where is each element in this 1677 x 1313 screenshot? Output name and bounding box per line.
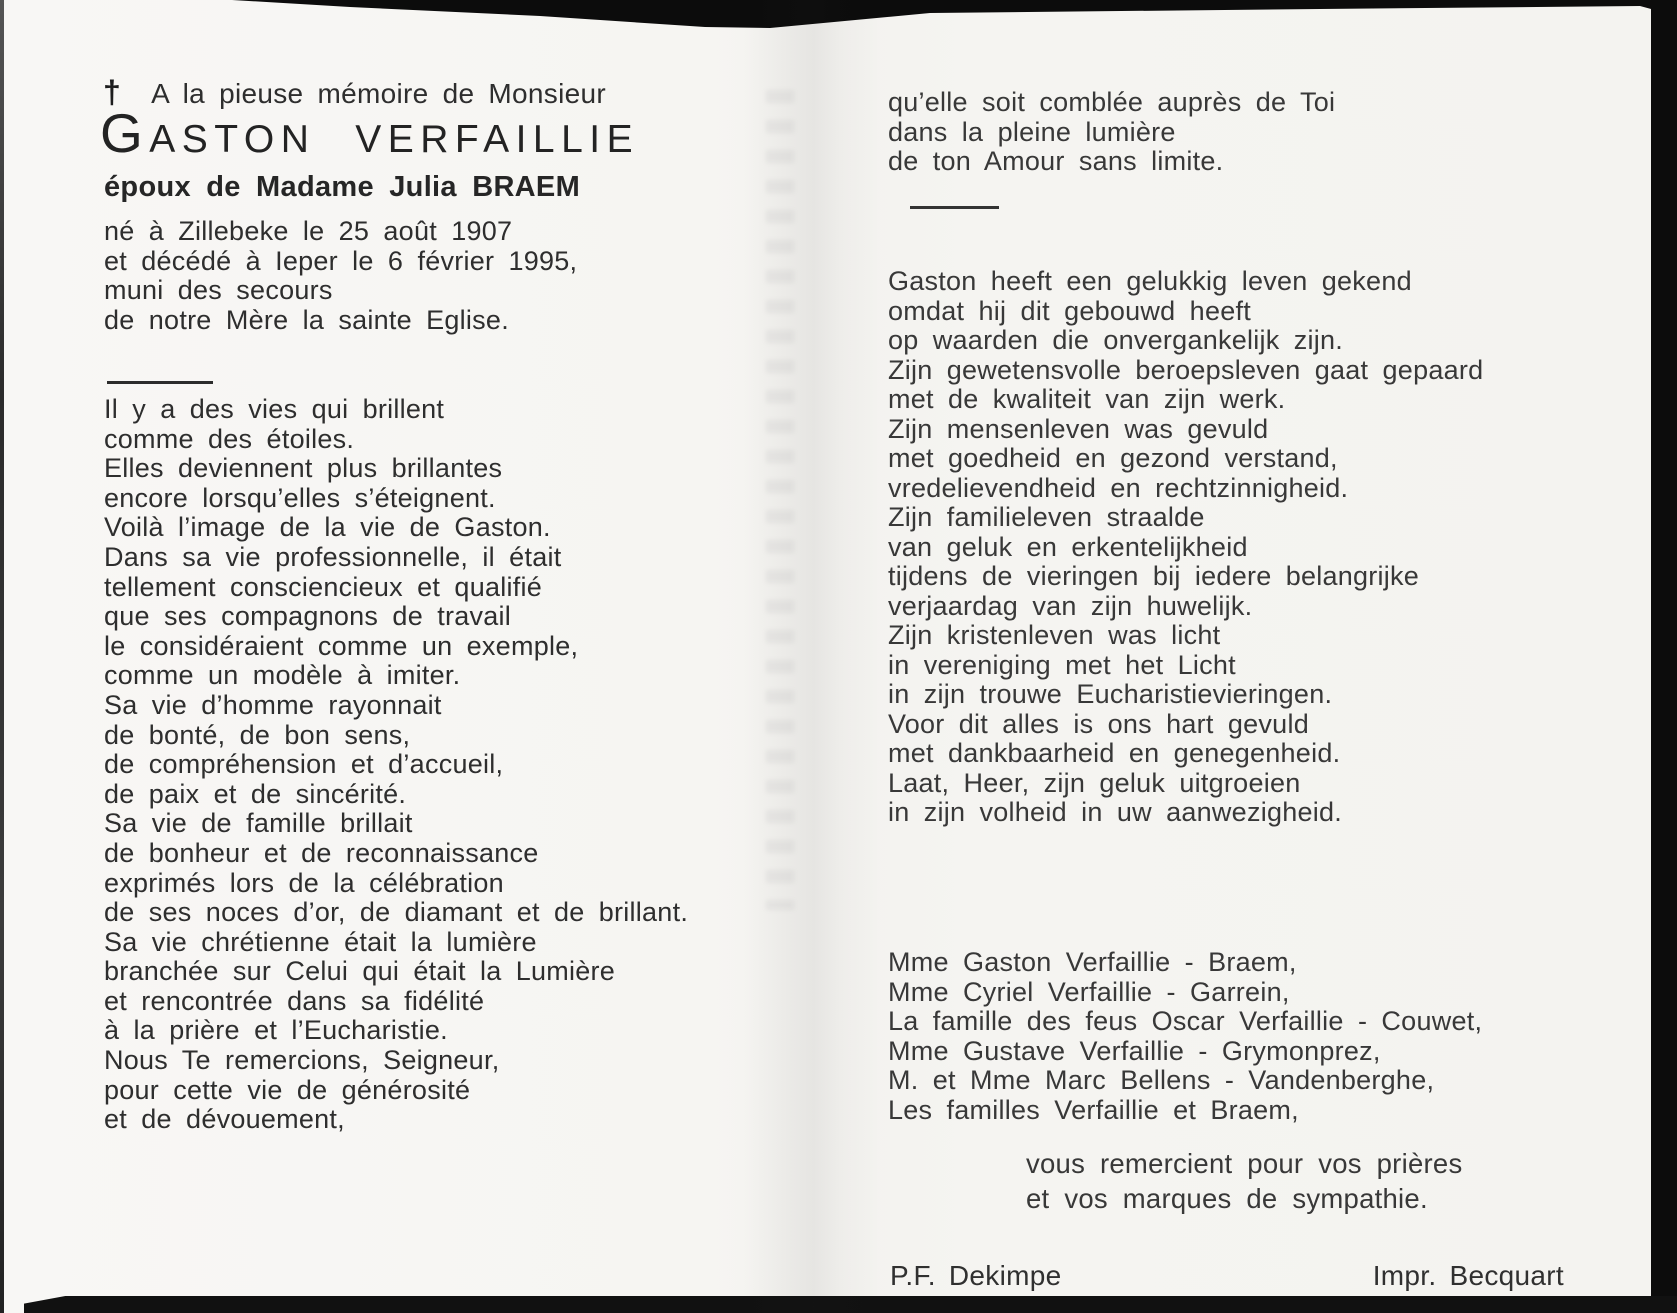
text-line: Laat, Heer, zijn geluk uitgroeien — [888, 767, 1301, 798]
text-line: in vereniging met het Licht — [888, 649, 1236, 680]
dutch-eulogy — [888, 267, 1483, 828]
text-line: met goedheid en gezond verstand, — [888, 443, 1338, 473]
text-line: de ses noces d’or, de diamant et de brillant. — [104, 897, 689, 928]
text-line: pour cette vie de générosité — [104, 1074, 471, 1105]
text-line: que ses compagnons de travail — [104, 601, 511, 632]
fold-bleedthrough — [766, 90, 794, 910]
text-line: Les familles Verfaillie et Braem, — [888, 1094, 1299, 1125]
text-line: exprimés lors de la célébration — [104, 867, 504, 898]
text-line: in zijn volheid in uw aanwezigheid. — [888, 797, 1343, 827]
text-line: Mme Gaston Verfaillie - Braem, — [888, 947, 1297, 977]
vitals-block — [104, 217, 577, 335]
text-line: in zijn trouwe Eucharistievieringen. — [888, 679, 1333, 709]
text-line: Dans sa vie professionnelle, il était — [104, 541, 562, 572]
prayer-continuation — [888, 88, 1335, 177]
divider-rule — [910, 206, 999, 209]
cross-icon: † — [103, 74, 122, 110]
spouse-line: époux de Madame Julia BRAEM — [104, 171, 581, 203]
text-line: Elles deviennent plus brillantes — [104, 453, 503, 484]
thanks-note — [1026, 1146, 1462, 1216]
text-line: le considéraient comme un exemple, — [104, 630, 579, 661]
text-line: met dankbaarheid en genegenheid. — [888, 738, 1341, 768]
text-line: et décédé à Ieper le 6 février 1995, — [104, 245, 578, 276]
dedication-text: A la pieuse mémoire de Monsieur — [151, 78, 606, 109]
text-line: tellement consciencieux et qualifié — [104, 571, 542, 602]
text-line: muni des secours — [104, 275, 333, 305]
text-line: qu’elle soit comblée auprès de Toi — [888, 87, 1336, 117]
text-line: Sa vie chrétienne était la lumière — [104, 926, 537, 957]
text-line: verjaardag van zijn huwelijk. — [888, 590, 1253, 621]
text-line: Zijn kristenleven was licht — [888, 620, 1221, 650]
text-line: Voilà l’image de la vie de Gaston. — [104, 512, 551, 543]
text-line: M. et Mme Marc Bellens - Vandenberghe, — [888, 1065, 1435, 1095]
deceased-name: Gaston verfaillie — [100, 102, 640, 164]
text-line: branchée sur Celui qui était la Lumière — [104, 956, 616, 987]
text-line: tijdens de vieringen bij iedere belangrijke — [888, 561, 1420, 591]
text-line: Zijn familieleven straalde — [888, 502, 1205, 532]
text-line: comme des étoiles. — [104, 423, 355, 454]
text-line: van geluk en erkentelijkheid — [888, 531, 1248, 562]
text-line: vredelievendheid en rechtzinnigheid. — [888, 472, 1349, 503]
text-line: de bonté, de bon sens, — [104, 719, 411, 750]
text-line: et de dévouement, — [104, 1104, 345, 1135]
text-line: Il y a des vies qui brillent — [104, 394, 445, 424]
funeral-home-credit: P.F. Dekimpe — [890, 1260, 1062, 1291]
text-line: encore lorsqu’elles s’éteignent. — [104, 482, 496, 513]
scan-edge-left — [0, 0, 4, 1313]
footer-row — [890, 1260, 1564, 1292]
text-line: Zijn mensenleven was gevuld — [888, 413, 1269, 444]
text-line: met de kwaliteit van zijn werk. — [888, 384, 1286, 414]
memorial-poem — [104, 395, 688, 1135]
text-line: dans la pleine lumière — [888, 116, 1176, 147]
text-line: de ton Amour sans limite. — [888, 146, 1224, 176]
text-line: et rencontrée dans sa fidélité — [104, 985, 485, 1016]
printer-credit: Impr. Becquart — [1372, 1260, 1564, 1291]
divider-rule — [107, 381, 213, 384]
text-line: Gaston heeft een gelukkig leven gekend — [888, 266, 1412, 296]
text-line: de notre Mère la sainte Eglise. — [104, 304, 509, 335]
text-line: Zijn gewetensvolle beroepsleven gaat gepaard — [888, 354, 1484, 385]
family-list — [888, 948, 1482, 1125]
text-line: Mme Gustave Verfaillie - Grymonprez, — [888, 1035, 1381, 1066]
text-line: né à Zillebeke le 25 août 1907 — [104, 216, 513, 246]
text-line: Sa vie d’homme rayonnait — [104, 689, 442, 720]
text-line: op waarden die onvergankelijk zijn. — [888, 325, 1344, 355]
text-line: de compréhension et d’accueil, — [104, 749, 504, 780]
text-line: Nous Te remercions, Seigneur, — [104, 1045, 500, 1076]
text-line: de bonheur et de reconnaissance — [104, 837, 539, 868]
text-line: La famille des feus Oscar Verfaillie - Couwet, — [888, 1006, 1483, 1036]
text-line: de paix et de sincérité. — [104, 778, 407, 809]
text-line: Sa vie de famille brillait — [104, 808, 413, 839]
text-line: vous remercient pour vos prières — [1026, 1148, 1463, 1179]
text-line: omdat hij dit gebouwd heeft — [888, 295, 1251, 326]
text-line: et vos marques de sympathie. — [1026, 1183, 1428, 1214]
scan-edge-right — [1651, 0, 1677, 1313]
text-line: Mme Cyriel Verfaillie - Garrein, — [888, 976, 1290, 1007]
fold-shadow — [742, 0, 880, 1313]
text-line: comme un modèle à imiter. — [104, 660, 461, 691]
text-line: à la prière et l’Eucharistie. — [104, 1015, 448, 1046]
text-line: Voor dit alles is ons hart gevuld — [888, 708, 1309, 739]
